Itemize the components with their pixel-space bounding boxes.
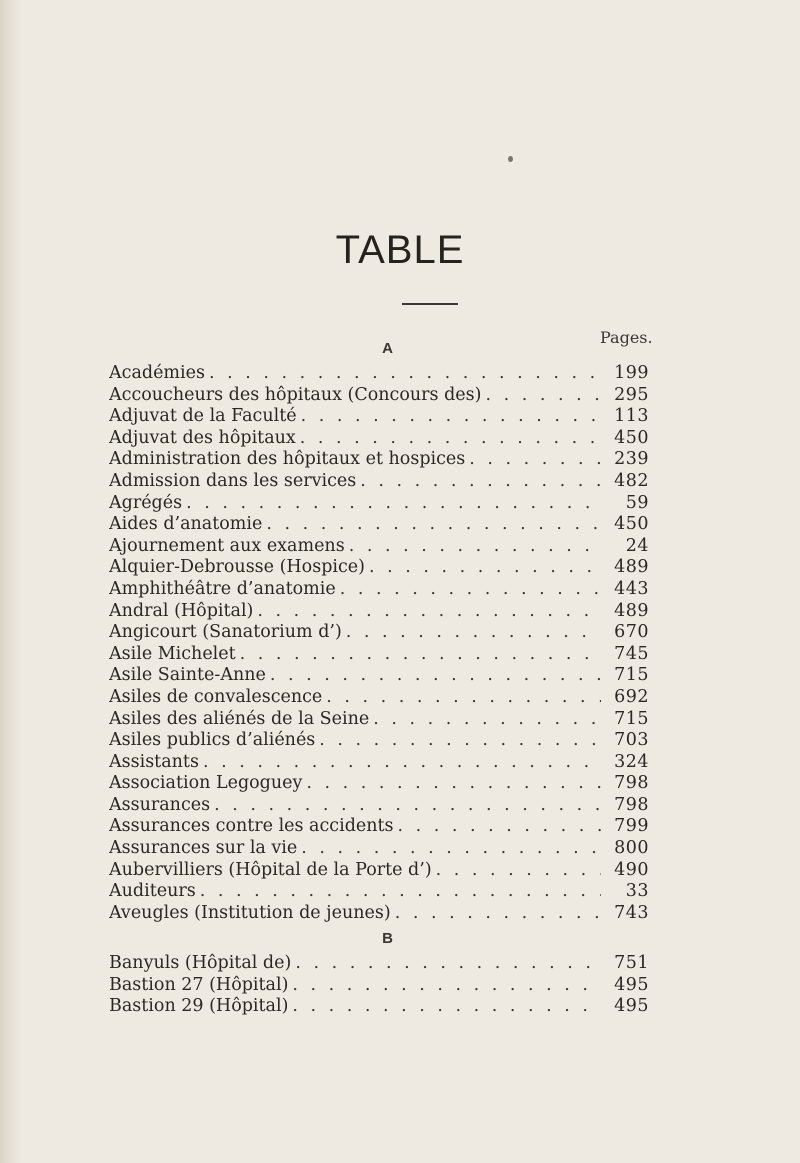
entry-page-number: 199 [614, 363, 649, 383]
index-entry [109, 536, 649, 558]
index-entry [109, 752, 649, 774]
index-entry [109, 406, 649, 428]
index-list-a [109, 363, 649, 924]
page-title: TABLE [335, 228, 465, 272]
entry-page-number: 490 [614, 859, 649, 880]
index-entry [109, 903, 649, 925]
entry-page-number: 703 [614, 730, 649, 751]
index-entry [109, 816, 649, 838]
entry-page-number: 24 [625, 535, 649, 556]
dot-leader [481, 385, 601, 407]
dot-leader [199, 752, 601, 774]
index-entry [109, 493, 649, 515]
pages-column-label: Pages. [600, 328, 653, 347]
entry-name: Aveugles (Institution de jeunes) [109, 902, 391, 923]
entry-name: Bastion 27 (Hôpital) [109, 974, 289, 995]
index-entry [109, 838, 649, 860]
entry-page-number: 443 [614, 578, 649, 599]
dot-leader [196, 881, 601, 903]
entry-name: Aides d’anatomie [109, 514, 263, 535]
entry-page-number: 495 [614, 996, 649, 1017]
entry-name: Andral (Hôpital) [109, 600, 254, 621]
dot-leader [394, 816, 601, 838]
entry-page-number: 489 [614, 600, 649, 621]
entry-name: Académies [109, 363, 205, 383]
section-letter-b: B [382, 930, 393, 947]
dot-leader [291, 953, 601, 975]
entry-page-number: 450 [614, 427, 649, 448]
ink-spot [508, 156, 513, 162]
entry-page-number: 324 [614, 751, 649, 772]
entry-name: Admission dans les services [109, 470, 357, 491]
entry-name: Assurances [109, 794, 211, 815]
dot-leader [345, 536, 601, 558]
entry-name: Banyuls (Hôpital de) [109, 953, 292, 973]
index-entry [109, 514, 649, 536]
entry-name: Asiles de convalescence [109, 686, 323, 707]
dot-leader [205, 363, 601, 385]
index-entry [109, 709, 649, 731]
entry-name: Assistants [109, 751, 199, 772]
section-letter-a: A [382, 340, 393, 357]
dot-leader [296, 428, 601, 450]
entry-name: Adjuvat de la Faculté [109, 406, 297, 427]
index-entry [109, 644, 649, 666]
entry-name: Alquier-Debrousse (Hospice) [109, 557, 365, 578]
entry-name: Association Legoguey [109, 773, 303, 794]
entry-name: Bastion 29 (Hôpital) [109, 996, 289, 1017]
entry-page-number: 751 [614, 953, 649, 973]
index-entry [109, 665, 649, 687]
entry-page-number: 692 [614, 686, 649, 707]
dot-leader [315, 730, 601, 752]
entry-page-number: 743 [614, 902, 649, 923]
dot-leader [262, 514, 601, 536]
dot-leader [288, 996, 601, 1018]
entry-page-number: 33 [625, 881, 649, 902]
index-entry [109, 557, 649, 579]
entry-page-number: 799 [614, 816, 649, 837]
index-entry [109, 449, 649, 471]
entry-name: Amphithéâtre d’anatomie [109, 578, 336, 599]
entry-page-number: 482 [614, 470, 649, 491]
dot-leader [236, 644, 601, 666]
index-entry [109, 622, 649, 644]
dot-leader [210, 795, 601, 817]
dot-leader [391, 903, 601, 925]
entry-page-number: 495 [614, 974, 649, 995]
dot-leader [266, 665, 601, 687]
entry-name: Asiles des aliénés de la Seine [109, 708, 370, 729]
entry-page-number: 670 [614, 622, 649, 643]
entry-page-number: 59 [625, 492, 649, 513]
index-entry [109, 881, 649, 903]
dot-leader [302, 773, 601, 795]
page-edge-shadow [0, 0, 22, 1163]
entry-name: Auditeurs [109, 881, 196, 902]
entry-page-number: 798 [614, 773, 649, 794]
index-entry [109, 687, 649, 709]
index-entry [109, 363, 649, 385]
entry-name: Assurances sur la vie [109, 838, 298, 859]
dot-leader [288, 975, 601, 997]
dot-leader [182, 493, 601, 515]
index-entry [109, 773, 649, 795]
index-entry [109, 730, 649, 752]
index-entry [109, 860, 649, 882]
dot-leader [297, 838, 601, 860]
entry-name: Asiles publics d’aliénés [109, 730, 316, 751]
dot-leader [322, 687, 601, 709]
entry-name: Administration des hôpitaux et hospices [109, 449, 466, 470]
dot-leader [432, 860, 601, 882]
entry-page-number: 239 [614, 449, 649, 470]
entry-page-number: 798 [614, 794, 649, 815]
entry-name: Agrégés [109, 492, 183, 513]
index-entry [109, 953, 649, 975]
entry-page-number: 715 [614, 665, 649, 686]
entry-page-number: 745 [614, 643, 649, 664]
dot-leader [365, 557, 601, 579]
entry-name: Asile Sainte-Anne [109, 665, 266, 686]
entry-name: Assurances contre les accidents [109, 816, 394, 837]
index-entry [109, 385, 649, 407]
index-entry [109, 996, 649, 1018]
entry-page-number: 715 [614, 708, 649, 729]
entry-page-number: 450 [614, 514, 649, 535]
entry-page-number: 295 [614, 384, 649, 405]
dot-leader [342, 622, 601, 644]
index-list-b [109, 953, 649, 1018]
index-entry [109, 601, 649, 623]
entry-name: Asile Michelet [109, 643, 236, 664]
entry-page-number: 800 [614, 838, 649, 859]
entry-name: Adjuvat des hôpitaux [109, 427, 296, 448]
entry-name: Ajournement aux examens [109, 535, 345, 556]
entry-name: Accoucheurs des hôpitaux (Concours des) [109, 384, 482, 405]
dot-leader [297, 406, 601, 428]
index-entry [109, 795, 649, 817]
entry-name: Aubervilliers (Hôpital de la Porte d’) [109, 859, 432, 880]
index-entry [109, 471, 649, 493]
entry-name: Angicourt (Sanatorium d’) [109, 622, 342, 643]
dot-leader [336, 579, 601, 601]
dot-leader [356, 471, 601, 493]
dot-leader [253, 601, 601, 623]
dot-leader [465, 449, 601, 471]
entry-page-number: 489 [614, 557, 649, 578]
dot-leader [369, 709, 601, 731]
index-entry [109, 428, 649, 450]
index-entry [109, 579, 649, 601]
entry-page-number: 113 [614, 406, 649, 427]
title-divider [402, 303, 458, 305]
index-entry [109, 975, 649, 997]
